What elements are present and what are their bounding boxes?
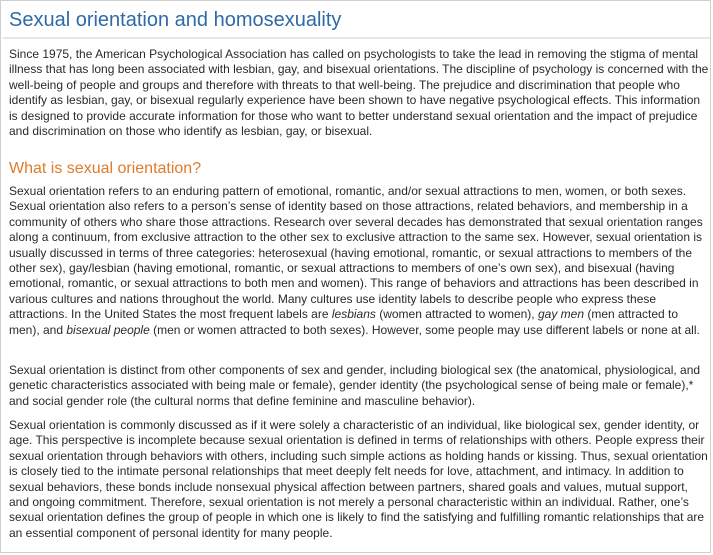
title-divider bbox=[3, 37, 710, 39]
definition-text-part-1: Sexual orientation refers to an enduring pattern of emotional, romantic, and/or sexual attractions to men, women, or both sexes. Sexual orientation also refers to a person’s sense of identity based on those attractions, related behaviors, and membership in a community of others who share those attractions. Research over several decades has demonstrated that sexual orientation ranges along a continuum, from exclusive attraction to the other sex to exclusive attraction to the same sex. However, sexual orientation is usually discussed in terms of three categories: heterosexual (having emotional, romantic, or sexual attractions to members of the other sex), gay/lesbian (having emotional, romantic, or sexual attractions to members of one’s own sex), and bisexual (having emotional, romantic, or sexual attractions to both men and women). This range of behaviors and attractions has been described in various cultures and nations throughout the world. Many cultures use identity labels to describe people who express these attractions. In the United States the most frequent labels are bbox=[9, 184, 703, 322]
definition-text-part-4: (men or women attracted to both sexes). However, some people may use different labels or none at all. bbox=[149, 322, 700, 337]
page-title: Sexual orientation and homosexuality bbox=[9, 9, 342, 31]
label-bisexual-people: bisexual people bbox=[66, 322, 150, 337]
section-heading: What is sexual orientation? bbox=[9, 160, 202, 177]
relationships-paragraph: Sexual orientation is commonly discussed as if it were solely a characteristic of an individual, like biological sex, gender identity, or age. This perspective is incomplete because sexual orientation is defined in terms of relationships with others. People express their sexual orientation through behaviors with others, including such simple actions as holding hands or kissing. Thus, sexual orientation is closely tied to the intimate personal relationships that meet deeply felt needs for love, attachment, and intimacy. In addition to sexual behaviors, these bonds include nonsexual physical affection between partners, shared goals and values, mutual support, and ongoing commitment. Therefore, sexual orientation is not merely a personal characteristic within an individual. Rather, one’s sexual orientation defines the group of people in which one is likely to find the satisfying and fulfilling romantic relationships that are an essential component of personal identity for many people. bbox=[9, 418, 708, 540]
label-gay-men: gay men bbox=[537, 307, 584, 322]
intro-paragraph: Since 1975, the American Psychological Association has called on psychologists to take the lead in removing the stigma of mental illness that has long been associated with lesbian, gay, and bisexual orientations. The discipline of psychology is concerned with the well-being of people and groups and therefore with threats to that well-being. The prejudice and discrimination that people who identify as lesbian, gay, or bisexual regularly experience have been shown to have negative psychological effects. This information is designed to provide accurate information for those who want to better understand sexual orientation and the impact of prejudice and discrimination on those who identify as lesbian, gay, or bisexual. bbox=[9, 47, 709, 139]
definition-text-part-3: (men attracted to men), and bbox=[9, 307, 679, 337]
definition-paragraph bbox=[9, 184, 709, 338]
definition-text-part-2: (women attracted to women), bbox=[375, 307, 538, 322]
label-lesbians: lesbians bbox=[331, 307, 376, 322]
distinction-paragraph: Sexual orientation is distinct from other components of sex and gender, including biological sex (the anatomical, physiological, and genetic characteristics associated with being male or female), gender identity (the psychological sense of being male or female),* and social gender role (the cultural norms that define feminine and masculine behavior). bbox=[9, 363, 701, 408]
